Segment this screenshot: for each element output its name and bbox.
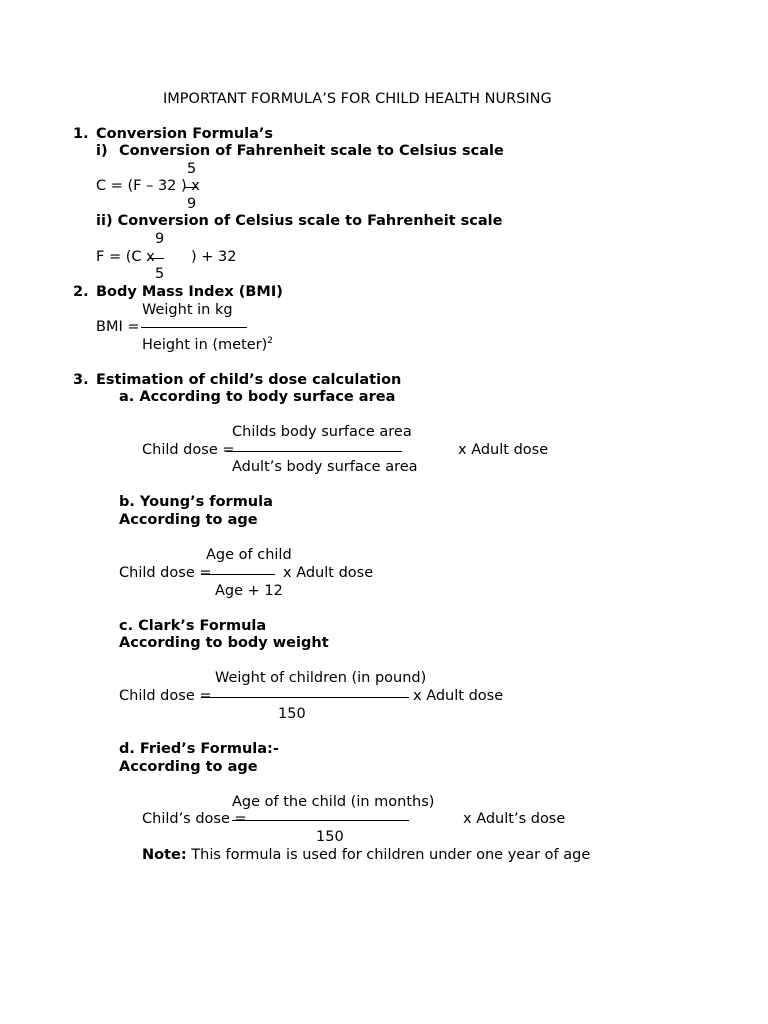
- celsius-formula-lhs: F = (C x: [96, 249, 155, 265]
- fahrenheit-fraction-bar: [185, 187, 197, 188]
- fried-fraction-bar: [232, 820, 409, 821]
- young-denominator: Age + 12: [215, 583, 283, 599]
- bmi-fraction-bar: [141, 327, 247, 328]
- celsius-formula-numerator: 9: [155, 231, 165, 247]
- bsa-lhs: Child dose =: [142, 442, 235, 458]
- bsa-fraction-bar: [226, 451, 402, 452]
- subsection-i-label: i): [96, 143, 108, 159]
- young-numerator: Age of child: [206, 547, 292, 563]
- bsa-rhs: x Adult dose: [458, 442, 549, 458]
- section-1-number: 1.: [73, 126, 89, 142]
- fried-numerator: Age of the child (in months): [232, 794, 435, 810]
- fahrenheit-formula-denominator: 9: [187, 196, 197, 212]
- subsection-c-heading: c. Clark’s Formula: [119, 618, 267, 634]
- clark-rhs: x Adult dose: [413, 688, 504, 704]
- bmi-lhs: BMI =: [96, 319, 140, 335]
- subsection-i-heading: Conversion of Fahrenheit scale to Celsius scale: [119, 143, 504, 159]
- clark-fraction-bar: [201, 697, 409, 698]
- note-text: This formula is used for children under one year of age: [191, 847, 591, 863]
- bmi-numerator: Weight in kg: [142, 302, 233, 318]
- fried-lhs: Child’s dose =: [142, 811, 247, 827]
- note-label: Note:: [142, 847, 187, 863]
- subsection-ii-heading: ii) Conversion of Celsius scale to Fahrenheit scale: [96, 213, 503, 229]
- clark-denominator: 150: [278, 706, 306, 722]
- fahrenheit-formula-numerator: 5: [187, 161, 197, 177]
- fried-denominator: 150: [316, 829, 344, 845]
- bsa-numerator: Childs body surface area: [232, 424, 412, 440]
- subsection-d-subheading: According to age: [119, 759, 258, 775]
- celsius-formula-denominator: 5: [155, 266, 165, 282]
- subsection-c-subheading: According to body weight: [119, 635, 329, 651]
- subsection-a-heading: a. According to body surface area: [119, 389, 396, 405]
- fahrenheit-formula-lhs: C = (F – 32 ) x: [96, 178, 200, 194]
- section-3-number: 3.: [73, 372, 89, 388]
- fried-rhs: x Adult’s dose: [463, 811, 566, 827]
- section-2-number: 2.: [73, 284, 89, 300]
- document-title: IMPORTANT FORMULA’S FOR CHILD HEALTH NURSING: [163, 91, 552, 107]
- subsection-d-heading: d. Fried’s Formula:-: [119, 741, 279, 757]
- clark-lhs: Child dose =: [119, 688, 212, 704]
- subsection-b-heading: b. Young’s formula: [119, 494, 273, 510]
- young-rhs: x Adult dose: [283, 565, 374, 581]
- section-3-heading: Estimation of child’s dose calculation: [96, 372, 402, 388]
- fried-note: [142, 847, 590, 864]
- section-2-heading: Body Mass Index (BMI): [96, 284, 283, 300]
- young-lhs: Child dose =: [119, 565, 212, 581]
- clark-numerator: Weight of children (in pound): [215, 670, 427, 686]
- young-fraction-bar: [201, 574, 275, 575]
- celsius-fraction-bar: [150, 258, 164, 259]
- celsius-formula-rhs: ) + 32: [191, 249, 237, 265]
- section-1-heading: Conversion Formula’s: [96, 126, 274, 142]
- subsection-b-subheading: According to age: [119, 512, 258, 528]
- bsa-denominator: Adult’s body surface area: [232, 459, 418, 475]
- bmi-denominator: Height in (meter)$^2$: [142, 336, 274, 353]
